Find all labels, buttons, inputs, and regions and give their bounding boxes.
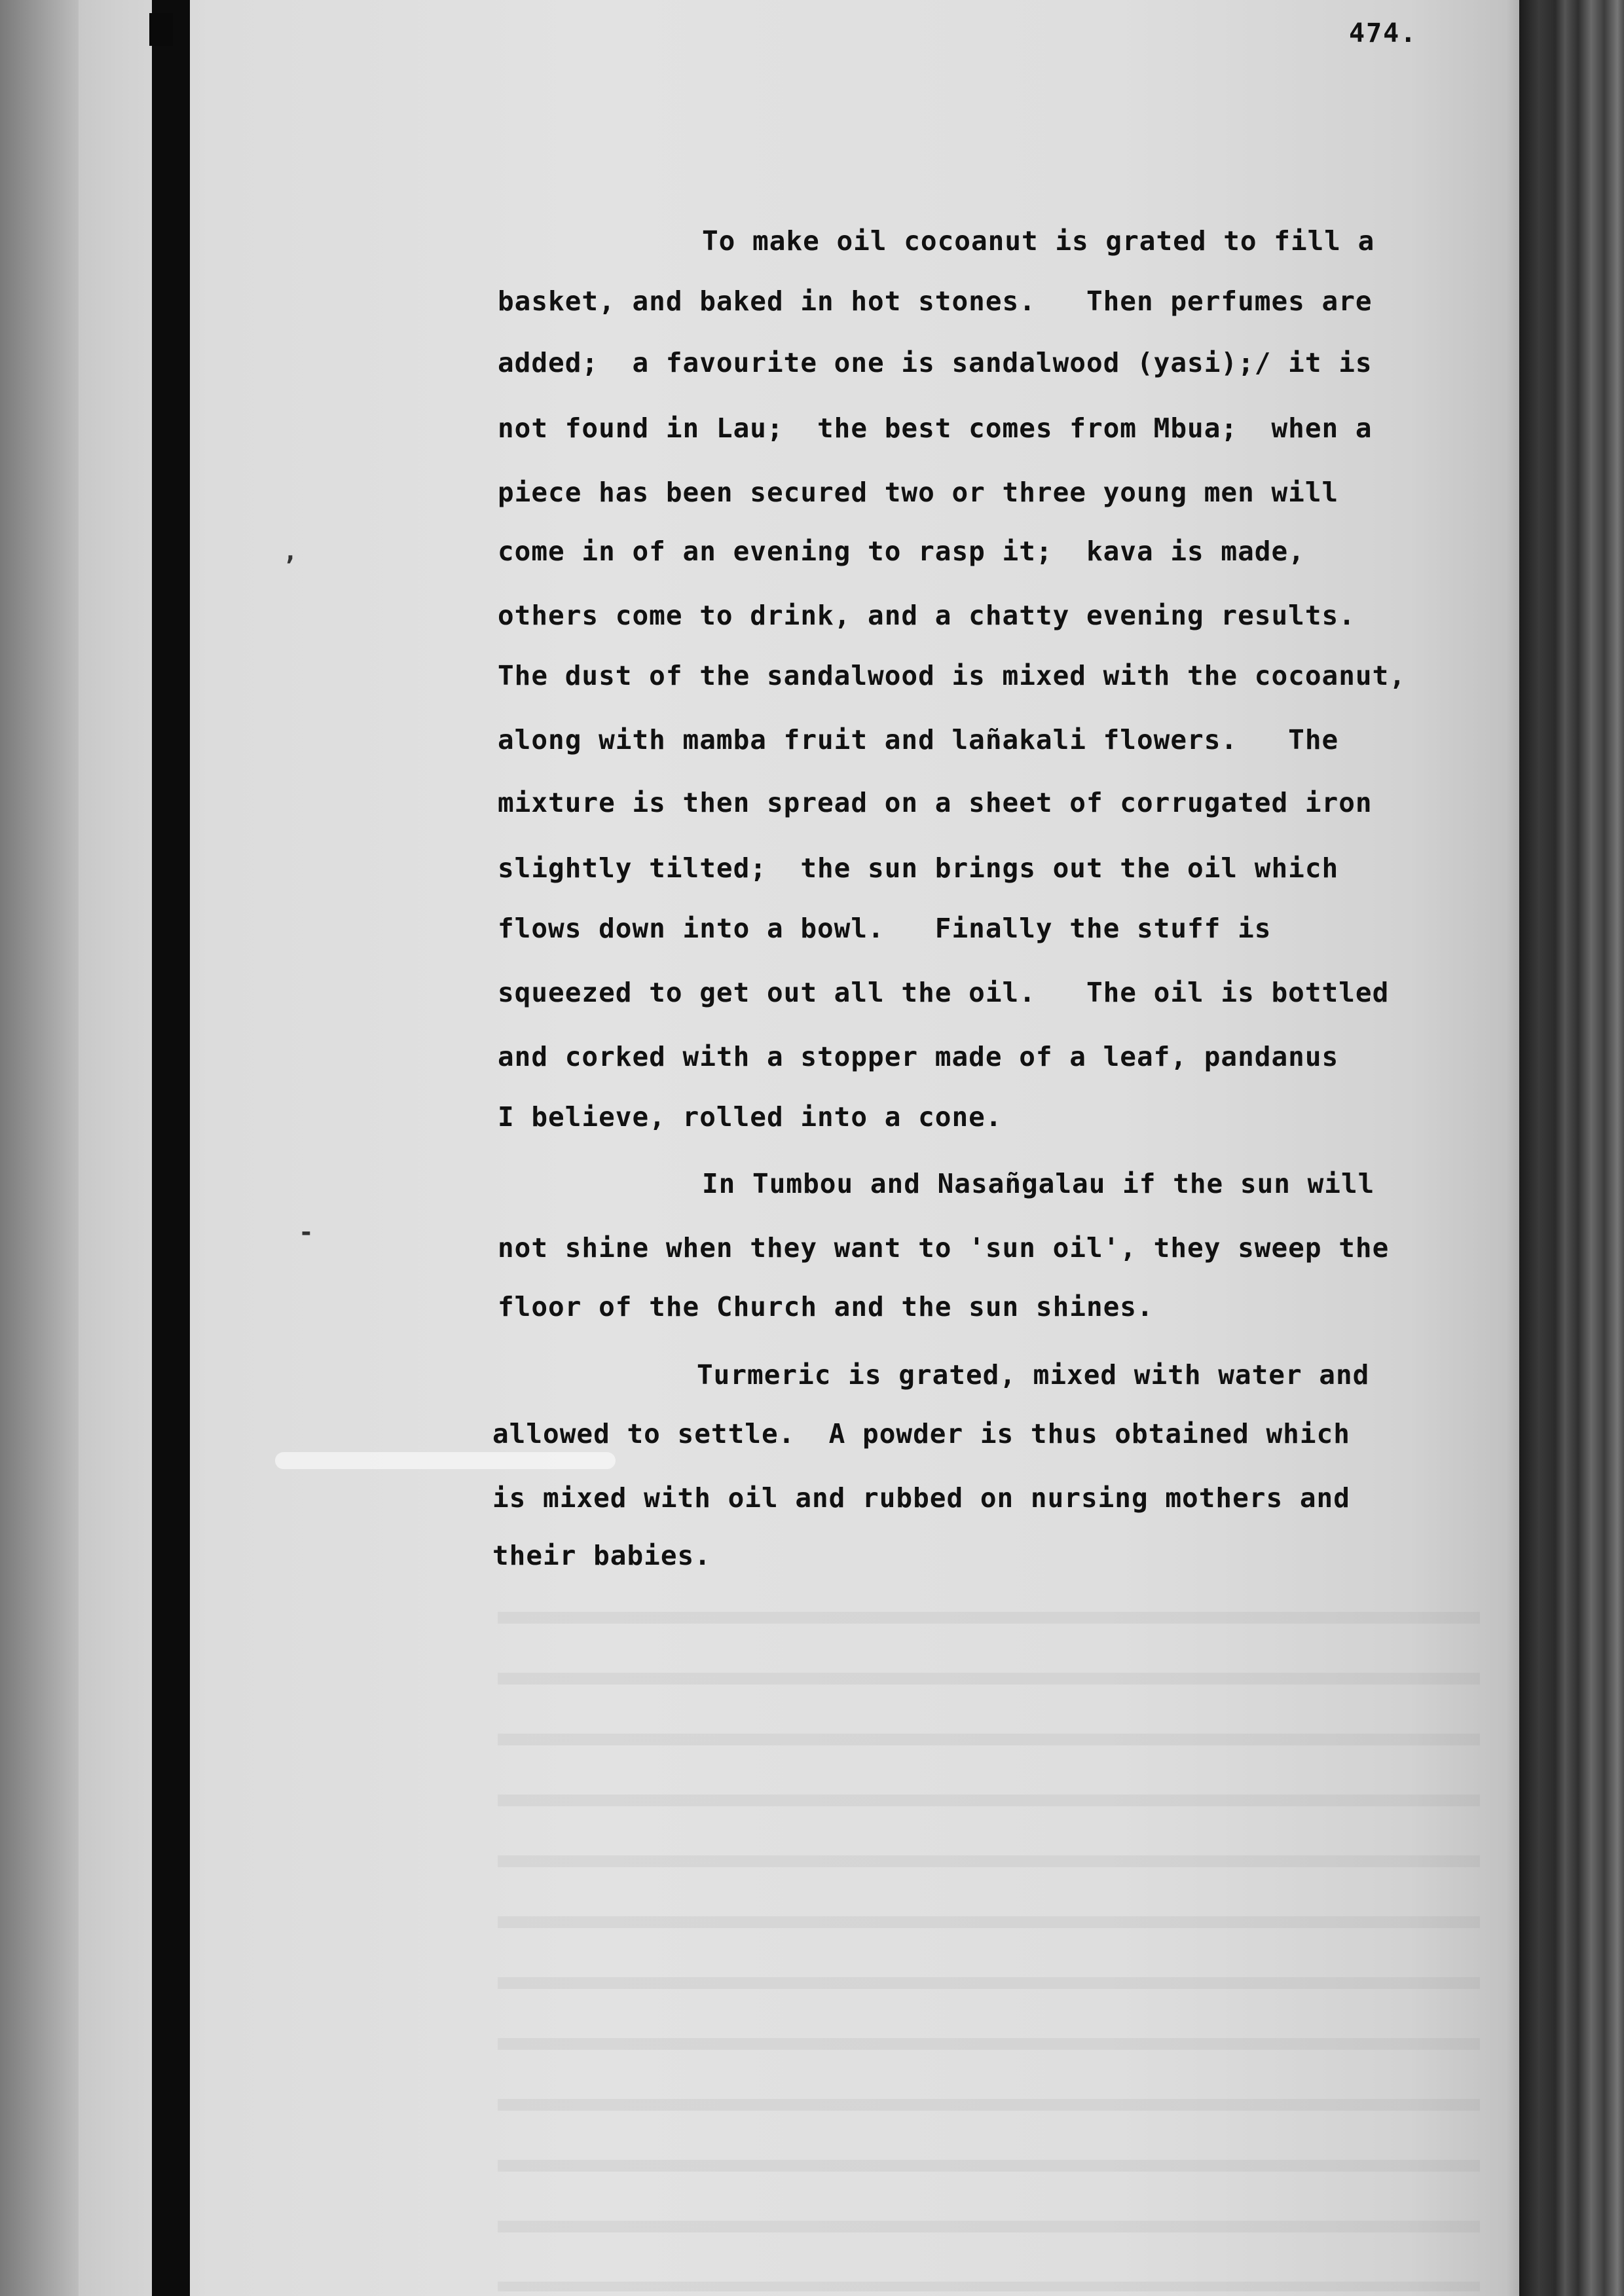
text-line-4: not found in Lau; the best comes from Mbua; when a	[498, 412, 1373, 444]
text-line-16: In Tumbou and Nasañgalau if the sun will	[702, 1168, 1375, 1199]
bleed-through-text	[498, 1571, 1480, 2291]
text-line-19: Turmeric is grated, mixed with water and	[697, 1359, 1370, 1391]
text-line-6: come in of an evening to rasp it; kava is made,	[498, 536, 1305, 567]
binding-spine	[152, 0, 190, 2296]
text-line-21: is mixed with oil and rubbed on nursing mothers and	[492, 1482, 1350, 1514]
text-line-5: piece has been secured two or three young men will	[498, 477, 1339, 508]
text-line-1: To make oil cocoanut is grated to fill a	[702, 225, 1375, 257]
right-book-edge	[1519, 0, 1624, 2296]
text-line-22: their babies.	[492, 1540, 711, 1571]
margin-mark-comma: ,	[283, 537, 298, 566]
text-line-2: basket, and baked in hot stones. Then perfumes are	[498, 285, 1373, 317]
text-line-13: squeezed to get out all the oil. The oil is bottled	[498, 977, 1390, 1008]
text-line-3: added; a favourite one is sandalwood (yasi);/ it is	[498, 347, 1373, 378]
page-number: 474.	[1349, 18, 1418, 48]
text-line-12: flows down into a bowl. Finally the stuff is	[498, 913, 1272, 944]
text-line-7: others come to drink, and a chatty evening results.	[498, 600, 1356, 631]
text-line-20: allowed to settle. A powder is thus obtained which	[492, 1418, 1350, 1449]
text-line-17: not shine when they want to 'sun oil', they sweep the	[498, 1232, 1390, 1264]
text-line-11: slightly tilted; the sun brings out the oil which	[498, 852, 1339, 884]
text-line-8: The dust of the sandalwood is mixed with the cocoanut,	[498, 660, 1406, 691]
text-line-18: floor of the Church and the sun shines.	[498, 1291, 1154, 1322]
text-line-9: along with mamba fruit and lañakali flowers. The	[498, 724, 1339, 756]
left-page-edge	[0, 0, 79, 2296]
text-line-15: I believe, rolled into a cone.	[498, 1101, 1003, 1133]
scan-smudge	[275, 1452, 616, 1469]
text-line-10: mixture is then spread on a sheet of corrugated iron	[498, 787, 1373, 818]
spine-tick-mark	[149, 13, 173, 46]
text-line-14: and corked with a stopper made of a leaf, pandanus	[498, 1041, 1339, 1072]
margin-mark-dash: -	[299, 1218, 314, 1247]
